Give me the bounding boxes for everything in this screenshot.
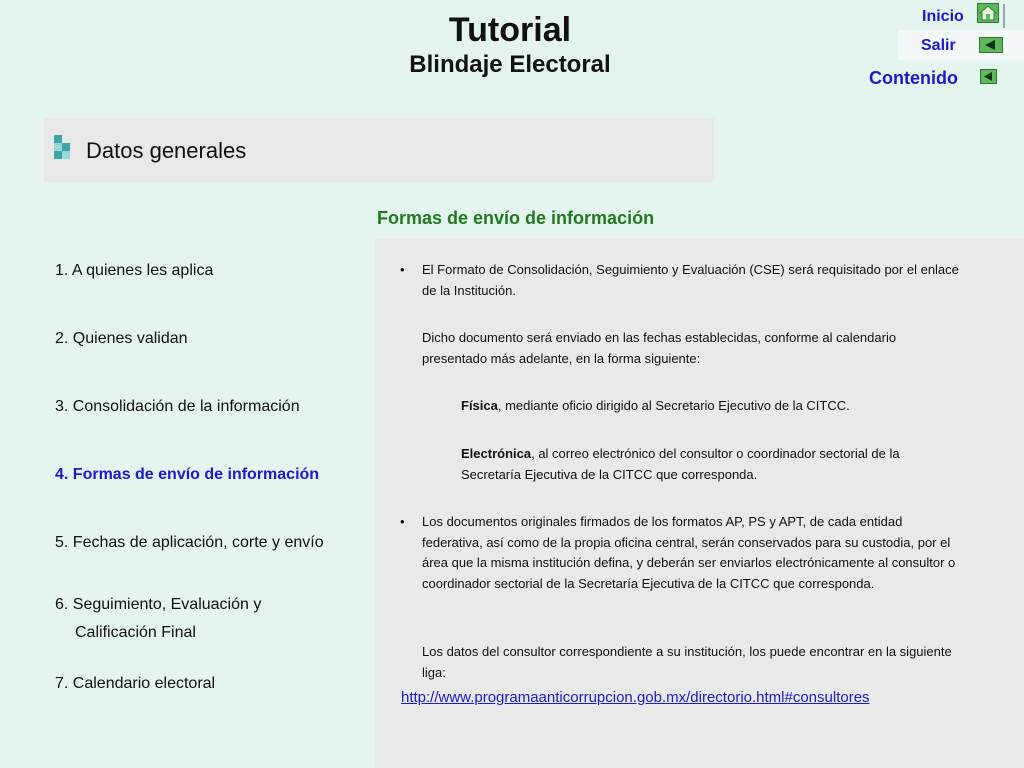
salir-link[interactable]: Salir — [921, 37, 956, 54]
menu-item-6-line2: Calificación Final — [75, 624, 196, 641]
menu-item-6-line1: 6. Seguimiento, Evaluación y — [55, 596, 262, 613]
menu-item-7[interactable]: 7. Calendario electoral — [55, 675, 216, 692]
content-title: Formas de envío de información — [377, 208, 655, 228]
para-electronica — [461, 444, 961, 485]
contenido-back-icon[interactable] — [980, 69, 997, 84]
home-icon[interactable] — [977, 3, 999, 23]
content-panel — [375, 238, 1024, 768]
menu-item-3[interactable]: 3. Consolidación de la información — [55, 398, 300, 415]
bullet-originales-text: Los documentos originales firmados de los formatos AP, PS y APT, de cada entidad federativa, así como de la propia oficina central, serán conservados para su custodia, por el área que la misma institución defina, y deberán ser enviarlos electrónicamente al consultor o coordinador sectorial de la Secretaría Ejecutiva de la CITCC que corresponda. — [422, 514, 956, 591]
para-consultor: Los datos del consultor correspondiente a su institución, los puede encontrar en la siguiente liga: — [422, 644, 952, 680]
bullet-dot: • — [400, 262, 405, 277]
section-header — [44, 118, 714, 182]
page-subtitle: Blindaje Electoral — [409, 51, 611, 78]
directorio-link[interactable]: http://www.programaanticorrupcion.gob.mx/directorio.html#consultores — [401, 689, 870, 706]
section-bullet-icon — [54, 135, 72, 165]
bullet-cse — [400, 260, 960, 301]
bullet-dot: • — [400, 514, 405, 529]
menu-item-4-active[interactable]: 4. Formas de envío de información — [55, 466, 320, 483]
electronica-label: Electrónica — [461, 446, 532, 461]
electronica-text: , al correo electrónico del consultor o coordinador sectorial de la Secretaría Ejecutiva de la CITCC que corresponda. — [461, 446, 900, 482]
contenido-link[interactable]: Contenido — [869, 68, 958, 88]
menu-item-2[interactable]: 2. Quienes validan — [55, 330, 188, 347]
para-fisica — [461, 396, 961, 417]
fisica-label: Física — [461, 398, 498, 413]
menu-item-1[interactable]: 1. A quienes les aplica — [55, 262, 214, 279]
fisica-text: , mediante oficio dirigido al Secretario Ejecutivo de la CITCC. — [497, 398, 850, 413]
para-envio: Dicho documento será enviado en las fechas establecidas, conforme al calendario presentado más adelante, en la forma siguiente: — [422, 330, 897, 366]
bullet-originales — [400, 512, 960, 594]
page-title: Tutorial — [448, 11, 572, 49]
menu-item-6[interactable] — [55, 591, 261, 647]
inicio-link[interactable]: Inicio — [922, 8, 964, 25]
section-title: Datos generales — [86, 138, 247, 163]
salir-back-icon[interactable] — [979, 37, 1003, 53]
bullet-cse-text: El Formato de Consolidación, Seguimiento y Evaluación (CSE) será requisitado por el enlace de la Institución. — [422, 262, 959, 298]
menu-item-5[interactable]: 5. Fechas de aplicación, corte y envío — [55, 534, 324, 551]
title-block — [300, 10, 720, 80]
nav-divider — [1003, 4, 1005, 28]
salir-band — [898, 30, 1024, 60]
